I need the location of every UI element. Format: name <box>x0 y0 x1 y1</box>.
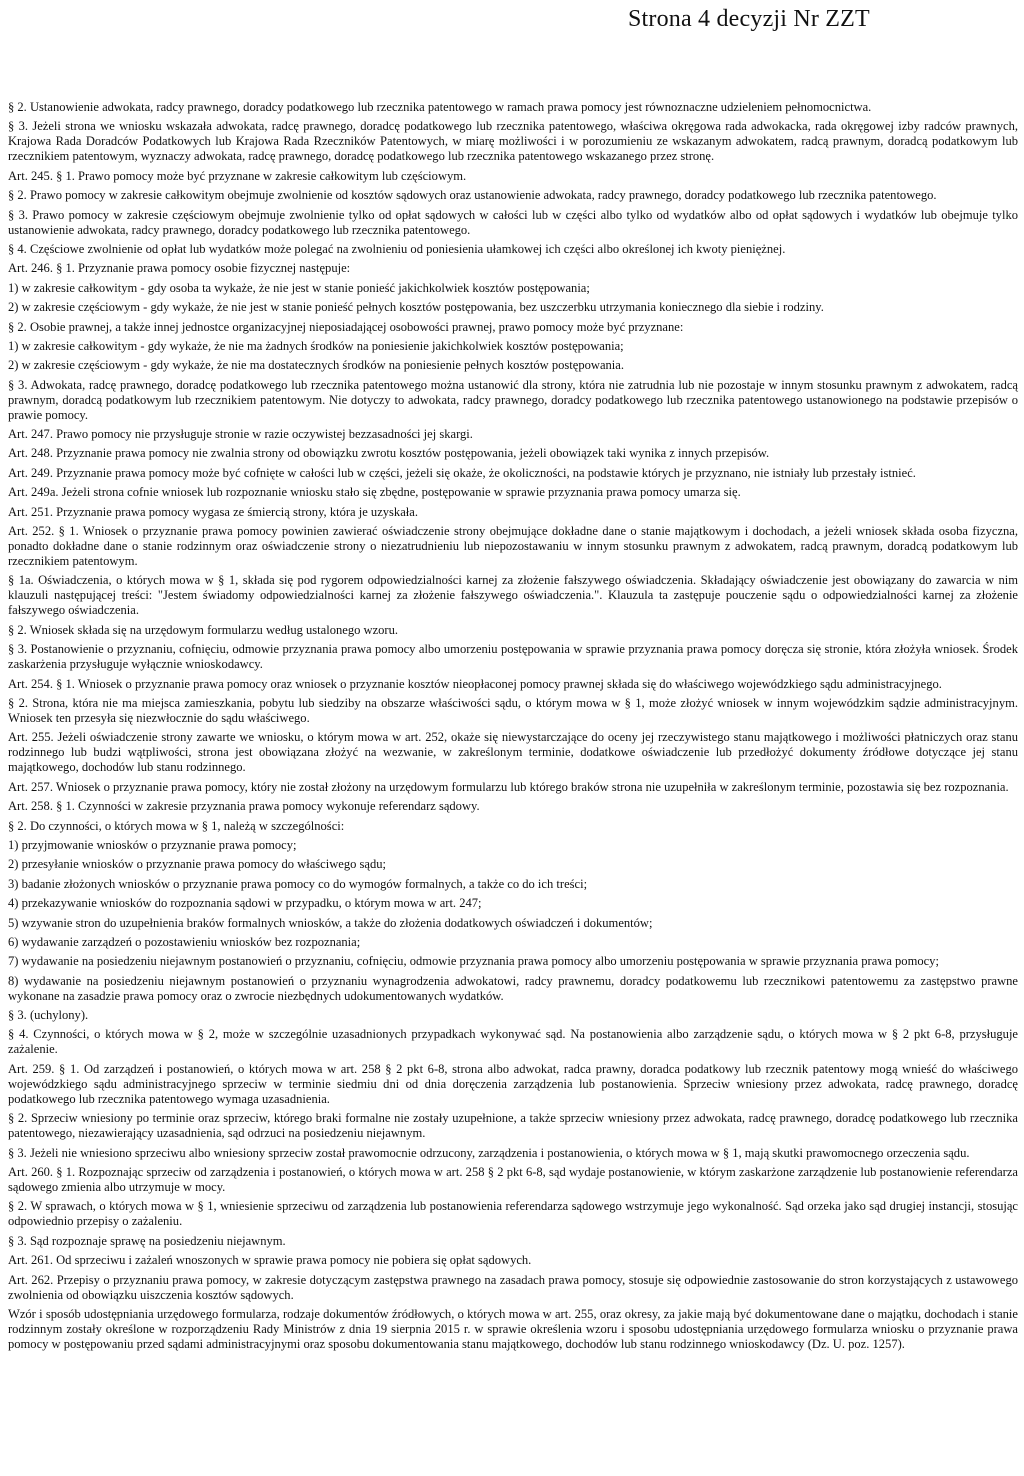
paragraph: § 4. Częściowe zwolnienie od opłat lub wydatków może polegać na zwolnieniu od poniesienia ułamkowej ich części albo określonej ich kwoty pieniężnej. <box>8 241 786 256</box>
paragraph: § 4. Czynności, o których mowa w § 2, może w szczególnie uzasadnionych przypadkach wykonywać sąd. Na postanowienia albo zarządzenie sądu, o których mowa w § 2 pkt 6-8, przysługuje zażalenie. <box>8 1027 1018 1057</box>
paragraph: 1) w zakresie całkowitym - gdy wykaże, że nie ma żadnych środków na poniesienie jakichkolwiek kosztów postępowania; <box>8 338 624 353</box>
paragraph: § 2. Do czynności, o których mowa w § 1, należą w szczególności: <box>8 818 345 833</box>
paragraph: 7) wydawanie na posiedzeniu niejawnym postanowień o przyznaniu, cofnięciu, odmowie przyznania prawa pomocy albo umorzeniu postępowania w sprawie przyznania prawa pomocy; <box>8 954 939 969</box>
paragraph: § 2. Strona, która nie ma miejsca zamieszkania, pobytu lub siedziby na obszarze właściwości sądu, o którym mowa w § 1, może złożyć wniosek w innym wojewódzkim sądzie administracyjnym. Wniosek ten przesyła się niezwłocznie do sądu właściwego. <box>8 695 1018 725</box>
paragraph: Art. 249a. Jeżeli strona cofnie wniosek lub rozpoznanie wniosku stało się zbędne, postępowanie w sprawie przyznania prawa pomocy umarza się. <box>8 485 741 500</box>
paragraph: 1) w zakresie całkowitym - gdy osoba ta wykaże, że nie jest w stanie ponieść jakichkolwiek kosztów postępowania; <box>8 280 590 295</box>
paragraph: 2) przesyłanie wniosków o przyznanie prawa pomocy do właściwego sądu; <box>8 857 387 872</box>
paragraph: 5) wzywanie stron do uzupełnienia braków formalnych wniosków, a także do złożenia dodatkowych oświadczeń i dokumentów; <box>8 915 653 930</box>
paragraph: § 3. Prawo pomocy w zakresie częściowym obejmuje zwolnienie tylko od opłat sądowych w całości lub w części albo tylko od wydatków albo od opłat sądowych i wydatków lub obejmuje tylko ustanowienie adwokata, radcy prawnego, doradcy podatkowego lub rzecznika patentowego. <box>8 207 1018 237</box>
paragraph: 3) badanie złożonych wniosków o przyznanie prawa pomocy co do wymogów formalnych, a także co do ich treści; <box>8 876 588 891</box>
paragraph: § 2. Osobie prawnej, a także innej jednostce organizacyjnej nieposiadającej osobowości prawnej, prawo pomocy może być przyznane: <box>8 319 684 334</box>
paragraph: Art. 257. Wniosek o przyznanie prawa pomocy, który nie został złożony na urzędowym formularzu lub którego braków strona nie uzupełniła w zakreślonym terminie, pozostawia się bez rozpoznania. <box>8 779 1009 794</box>
paragraph: 2) w zakresie częściowym - gdy wykaże, że nie jest w stanie ponieść pełnych kosztów postępowania, bez uszczerbku utrzymania koniecznego dla siebie i rodziny. <box>8 300 824 315</box>
paragraph: Art. 262. Przepisy o przyznaniu prawa pomocy, w zakresie dotyczącym zastępstwa prawnego na zasadach prawa pomocy, stosuje się odpowiednie zastosowanie do stron korzystających z ustawowego zwolnienia od obowiązku uiszczenia kosztów sądowych. <box>8 1272 1018 1302</box>
paragraph: Art. 245. § 1. Prawo pomocy może być przyznane w zakresie całkowitym lub częściowym. <box>8 168 467 183</box>
paragraph: § 3. (uchylony). <box>8 1008 89 1023</box>
paragraph: § 2. Ustanowienie adwokata, radcy prawnego, doradcy podatkowego lub rzecznika patentowego w ramach prawa pomocy jest równoznaczne udzieleniem pełnomocnictwa. <box>8 100 872 114</box>
paragraph: 2) w zakresie częściowym - gdy wykaże, że nie ma dostatecznych środków na poniesienie pełnych kosztów postępowania. <box>8 358 624 373</box>
paragraph: Wzór i sposób udostępniania urzędowego formularza, rodzaje dokumentów źródłowych, o których mowa w art. 255, oraz okresy, za jakie mają być dokumentowane dane o majątku, dochodach i stanie rodzinnym zostały określone w rozporządzeniu Rady Ministrów z dnia 19 sierpnia 2015 r. w sprawie określenia wzoru i sposobu udostępniania urzędowego formularza wniosku o przyznanie prawa pomocy w postępowaniu przed sądami administracyjnymi oraz sposobu dokumentowania stanu majątkowego, dochodów lub stanu rodzinnego wnioskodawcy (Dz. U. poz. 1257). <box>8 1306 1018 1351</box>
paragraph: Art. 246. § 1. Przyznanie prawa pomocy osobie fizycznej następuje: <box>8 261 351 276</box>
paragraph: § 2. Prawo pomocy w zakresie całkowitym obejmuje zwolnienie od kosztów sądowych oraz ustanowienie adwokata, radcy prawnego, doradcy podatkowego lub rzecznika patentowego. <box>8 188 937 203</box>
paragraph: § 3. Jeżeli nie wniesiono sprzeciwu albo wniesiony sprzeciw został prawomocnie odrzucony, zarządzenia i postanowienia, o których mowa w § 1, mają skutki prawomocnego orzeczenia sądu. <box>8 1145 970 1160</box>
paragraph: Art. 259. § 1. Od zarządzeń i postanowień, o których mowa w art. 258 § 2 pkt 6-8, strona albo adwokat, radca prawny, doradca podatkowy lub rzecznik patentowy mogą wnieść do właściwego wojewódzkiego sądu administracyjnego sprzeciw w terminie siedmiu dni od dnia doręczenia zarządzenia lub postanowienia. Sprzeciw wniesiony przez adwokata, radcę prawnego, doradcę podatkowego lub rzecznika patentowego wymaga uzasadnienia. <box>8 1061 1018 1106</box>
paragraph: Art. 261. Od sprzeciwu i zażaleń wnoszonych w sprawie prawa pomocy nie pobiera się opłat sądowych. <box>8 1253 532 1268</box>
page-header: Strona 4 decyzji Nr ZZT <box>628 6 870 32</box>
paragraph: Art. 252. § 1. Wniosek o przyznanie prawa pomocy powinien zawierać oświadczenie strony obejmujące dokładne dane o stanie majątkowym i dochodach, a jeżeli wniosek składa osoba fizyczna, ponadto dokładne dane o stanie rodzinnym oraz oświadczenie strony o niezatrudnieniu lub niepozostawaniu w innym stosunku prawnym z adwokatem, radcą prawnym, doradcą podatkowym lub rzecznikiem patentowym. <box>8 524 1018 569</box>
document-body <box>8 100 1018 1356</box>
paragraph: Art. 255. Jeżeli oświadczenie strony zawarte we wniosku, o którym mowa w art. 252, okaże się niewystarczające do oceny jej rzeczywistego stanu majątkowego i możliwości płatniczych oraz stanu rodzinnego lub budzi wątpliwości, strona jest obowiązana złożyć na wezwanie, w zakreślonym terminie, dodatkowe oświadczenie lub przedłożyć dokumenty źródłowe dotyczące jej stanu majątkowego, dochodów lub stanu rodzinnego. <box>8 730 1018 775</box>
paragraph: § 3. Sąd rozpoznaje sprawę na posiedzeniu niejawnym. <box>8 1233 286 1248</box>
paragraph: Art. 249. Przyznanie prawa pomocy może być cofnięte w całości lub w części, jeżeli się okaże, że okoliczności, na podstawie których je przyznano, nie istniały lub przestały istnieć. <box>8 465 916 480</box>
paragraph: 8) wydawanie na posiedzeniu niejawnym postanowień o przyznaniu wynagrodzenia adwokatowi, radcy prawnemu, doradcy podatkowemu lub rzecznikowi patentowemu za zastępstwo prawne wykonane na zasadzie prawa pomocy oraz o zwrocie niezbędnych udokumentowanych wydatków. <box>8 973 1018 1003</box>
paragraph: Art. 247. Prawo pomocy nie przysługuje stronie w razie oczywistej bezzasadności jej skargi. <box>8 427 473 442</box>
paragraph: Art. 258. § 1. Czynności w zakresie przyznania prawa pomocy wykonuje referendarz sądowy. <box>8 799 480 814</box>
paragraph: § 1a. Oświadczenia, o których mowa w § 1, składa się pod rygorem odpowiedzialności karnej za złożenie fałszywego oświadczenia. Składający oświadczenie jest obowiązany do zawarcia w nim klauzuli następującej treści: "Jestem świadomy odpowiedzialności karnej za złożenie fałszywego oświadczenia.". Klauzula ta zastępuje pouczenie sądu o odpowiedzialności karnej za złożenie fałszywego oświadczenia. <box>8 573 1018 618</box>
paragraph: Art. 254. § 1. Wniosek o przyznanie prawa pomocy oraz wniosek o przyznanie kosztów nieopłaconej pomocy prawnej składa się do właściwego wojewódzkiego sądu administracyjnego. <box>8 676 942 691</box>
paragraph: 6) wydawanie zarządzeń o pozostawieniu wniosków bez rozpoznania; <box>8 934 361 949</box>
paragraph: § 2. Wniosek składa się na urzędowym formularzu według ustalonego wzoru. <box>8 622 399 637</box>
paragraph: § 2. W sprawach, o których mowa w § 1, wniesienie sprzeciwu od zarządzenia lub postanowienia referendarza sądowego wstrzymuje jego wykonalność. Sąd orzeka jako sąd drugiej instancji, stosując odpowiednio przepisy o zażaleniu. <box>8 1199 1018 1229</box>
paragraph: Art. 251. Przyznanie prawa pomocy wygasa ze śmiercią strony, która je uzyskała. <box>8 504 418 519</box>
paragraph: § 2. Sprzeciw wniesiony po terminie oraz sprzeciw, którego braki formalne nie zostały uzupełnione, a także sprzeciw wniesiony przez adwokata, radcę prawnego, doradcę podatkowego lub rzecznika patentowego, niezawierający uzasadnienia, sąd odrzuci na posiedzeniu niejawnym. <box>8 1111 1018 1141</box>
paragraph: § 3. Postanowienie o przyznaniu, cofnięciu, odmowie przyznania prawa pomocy albo umorzeniu postępowania w sprawie przyznania prawa pomocy doręcza się stronie, która złożyła wniosek. Środek zaskarżenia przysługuje wyłącznie wnioskodawcy. <box>8 642 1018 672</box>
paragraph: 1) przyjmowanie wniosków o przyznanie prawa pomocy; <box>8 837 297 852</box>
paragraph: Art. 248. Przyznanie prawa pomocy nie zwalnia strony od obowiązku zwrotu kosztów postępowania, jeżeli obowiązek taki wynika z innych przepisów. <box>8 446 770 461</box>
paragraph: § 3. Adwokata, radcę prawnego, doradcę podatkowego lub rzecznika patentowego można ustanowić dla strony, która nie zatrudnia lub nie pozostaje w innym stosunku prawnym z adwokatem, radcą prawnym, doradcą podatkowym lub rzecznikiem patentowym. Nie dotyczy to adwokata, radcy prawnego, doradcy podatkowego lub rzecznika patentowego ustanowionego na podstawie przepisów o prawie pomocy. <box>8 377 1018 422</box>
paragraph: § 3. Jeżeli strona we wniosku wskazała adwokata, radcę prawnego, doradcę podatkowego lub rzecznika patentowego, właściwa okręgowa rada adwokacka, rada okręgowej izby radców prawnych, Krajowa Rada Doradców Podatkowych lub Krajowa Rada Rzeczników Patentowych, w miarę możliwości i w porozumieniu ze wskazanym adwokatem, radcą prawnym, doradcą podatkowym lub rzecznikiem patentowym, wyznaczy adwokata, radcę prawnego, doradcę podatkowego lub rzecznika patentowego wskazanego przez stronę. <box>8 119 1018 164</box>
paragraph: Art. 260. § 1. Rozpoznając sprzeciw od zarządzenia i postanowień, o których mowa w art. 258 § 2 pkt 6-8, sąd wydaje postanowienie, w którym zaskarżone zarządzenie lub postanowienie referendarza sądowego zmienia albo utrzymuje w mocy. <box>8 1165 1018 1195</box>
paragraph: 4) przekazywanie wniosków do rozpoznania sądowi w przypadku, o którym mowa w art. 247; <box>8 896 482 911</box>
